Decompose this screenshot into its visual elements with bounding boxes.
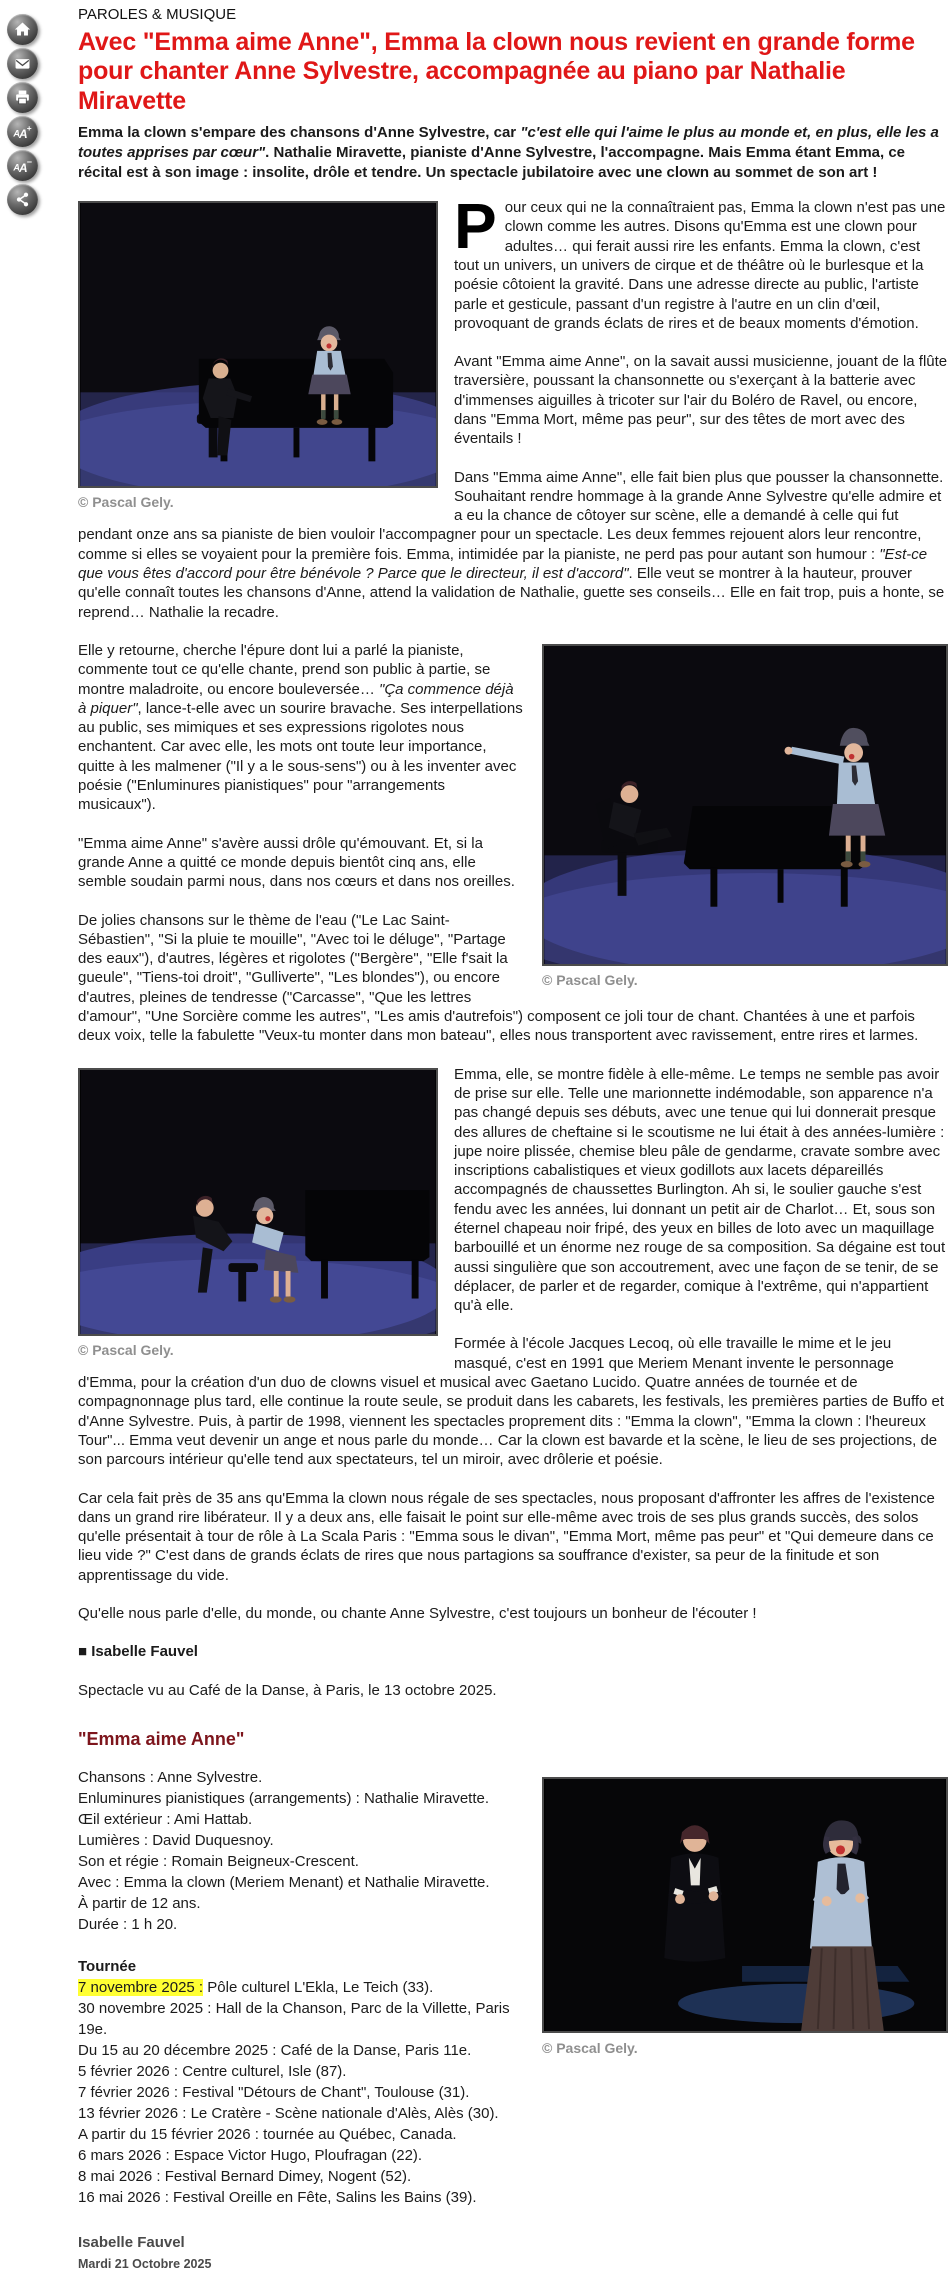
svg-text:A: A [13, 162, 20, 173]
standfirst-quote: "c'est elle qui l'aime le plus au monde et, en plus, elle les a toutes apprises par cœur" [78, 123, 939, 161]
toolbar [7, 14, 43, 218]
drop-cap: P [454, 190, 497, 263]
show-seen-note: Spectacle vu au Café de la Danse, à Paris, le 13 octobre 2025. [78, 1681, 497, 1699]
highlighted-tour-date: 7 novembre 2025 : [78, 1978, 204, 1996]
share-button[interactable] [7, 184, 38, 215]
paragraph-text: Avant "Emma aime Anne", on la savait aussi musicienne, jouant de la flûte traversière, poussant la chansonnette ou s'exerçant à la batterie avec d'immenses aiguilles à tricoter sur l'air du Boléro de Ravel, ou encore, dans "Emma Mort, même pas peur", sur des têtes de mort avec des éventails ! [454, 353, 948, 448]
credit-line: Œil extérieur : Ami Hattab. [78, 1810, 253, 1828]
font-decrease-icon [12, 155, 33, 176]
article-body [78, 190, 948, 1719]
tour-date-line: 13 février 2026 : Le Cratère - Scène nationale d'Alès, Alès (30). [78, 2104, 499, 2122]
quote-italic: "Est-ce que vous êtes d'accord pour être bénévole ? Parce que le directeur, il est d'accord" [78, 545, 928, 583]
article-paragraph [78, 1489, 948, 1585]
font-decrease-button[interactable] [7, 150, 38, 181]
article-paragraph [78, 1604, 948, 1623]
font-increase-icon [12, 121, 33, 142]
paragraph-text: Dans "Emma aime Anne", elle fait bien plus que pousser la chansonnette. Souhaitant rendre hommage à la grande Anne Sylvestre qu'elle admire et a eu la chance de côtoyer sur scène, elle a demandé à celle qui fut pendant onze ans sa pianiste de bien vouloir l'accompagner pour un spectacle. Les deux femmes rejouent alors leur rencontre, comme si elles se voyaient pour la première fois. Emma, intimidée par la pianiste, ne perd pas pour autant son humour : [78, 468, 944, 563]
email-button[interactable] [7, 48, 38, 79]
tour-date-line: A partir du 15 février 2026 : tournée au Québec, Canada. [78, 2125, 457, 2143]
tour-date-line: 6 mars 2026 : Espace Victor Hugo, Ploufragan (22). [78, 2146, 423, 2164]
tour-date-line: 5 février 2026 : Centre culturel, Isle (87). [78, 2062, 347, 2080]
svg-text:A: A [19, 160, 28, 175]
svg-text:+: + [26, 122, 32, 133]
tour-date-line: 8 mai 2026 : Festival Bernard Dimey, Nogent (52). [78, 2167, 412, 2185]
credit-line: Lumières : David Duquesnoy. [78, 1831, 274, 1849]
svg-text:−: − [26, 156, 33, 167]
tour-date-line: 16 mai 2026 : Festival Oreille en Fête, Salins les Bains (39). [78, 2188, 477, 2206]
svg-text:A: A [13, 128, 20, 139]
author-signature [78, 1642, 948, 1661]
paragraph-text: Elle y retourne, cherche l'épure dont lui a parlé la pianiste, commente tout ce qu'elle chante, prend son public à partie, se montre maladroite, ou encore bouleversée… [78, 641, 491, 698]
photo-caption: © Pascal Gely. [78, 1341, 174, 1358]
article-footer [78, 2232, 948, 2275]
signature-name: Isabelle Fauvel [87, 1643, 198, 1661]
credit-line: Chansons : Anne Sylvestre. [78, 1768, 263, 1786]
photo-caption: © Pascal Gely. [78, 494, 174, 511]
stage-photo-4 [542, 1777, 948, 2033]
footer-author: Isabelle Fauvel [78, 2233, 185, 2251]
stage-photo-1 [78, 201, 438, 488]
paragraph-text: Car cela fait près de 35 ans qu'Emma la clown nous régale de ses spectacles, nous proposant d'affronter les affres de l'existence dans un grand rire libérateur. Il y a deux ans, elle faisait le point sur elle-même avec trois de ses plus grands succès, des solos qu'elle présentait à tour de rôle à La Scala Paris : "Emma sous le divan", "Emma Mort, même pas peur" et "Qui demeure dans ce lieu vide ?" C'est dans de grands éclats de rires que nous partagions sa souffrance d'exister, sa peur de la finitude et son apprentissage du vide. [78, 1489, 935, 1584]
quote-italic: "Ça commence déjà à piquer" [78, 680, 514, 717]
paragraph-text: "Emma aime Anne" s'avère aussi drôle qu'émouvant. Et, si la grande Anne a quitté ce monde depuis bientôt cinq ans, elle semble soudain parmi nous, dans nos cœurs et dans nos oreilles. [78, 834, 515, 891]
photo-caption: © Pascal Gely. [542, 2039, 638, 2056]
stage-photo-2-figure [542, 644, 948, 990]
tour-heading: Tournée [78, 1957, 137, 1975]
paragraph-text: Formée à l'école Jacques Lecoq, où elle travaille le mime et le jeu masqué, c'est en 1991 que Meriem Menant invente le personnage d'Emma, pour la création d'un duo de clowns visuel et musical avec Gaetano Lucido. Quatre années de tournée et de compagnonnage plus tard, elle continue la route seule, se produit dans les cabarets, les festivals, les premières parties de Buffo et d'Anne Sylvestre. Puis, à partir de 1998, viennent les spectacles proprement dits : "Emma la clown", "Emma la clown : l'heureux Tour"... Emma veut devenir un ange et nous parle du monde… Car la clown est bavarde et la scène, le lieu de ses projections, de son parcours intérieur qu'elle tend aux spectateurs, tel un miroir, avec drôlerie et poésie. [78, 1335, 945, 1469]
share-icon [13, 190, 32, 209]
tour-date-text: Pôle culturel L'Ekla, Le Teich (33). [203, 1978, 434, 1996]
tour-date-line: 7 février 2026 : Festival "Détours de Chant", Toulouse (31). [78, 2083, 470, 2101]
paragraph-text: De jolies chansons sur le thème de l'eau ("Le Lac Saint-Sébastien", "Si la pluie te mouille", "Avec toi le déluge", "Partage des eaux"), d'autres, légères et rigolotes ("Bergère", "Elle f'sait la gueule", "Tiens-toi droit", "Gulliverte", "Les blondes"), ou encore d'autres, pleines de tendresse ("Carcasse", "Que les lettres d'amour", "Une Sorcière comme les autres", "Les amis d'autrefois") composent ce joli tour de chant. Chantées à une et parfois deux voix, telle la fabulette "Veux-tu monter dans mon bateau", elles nous transportent avec ravissement, entre rires et larmes. [78, 911, 919, 1045]
photo-caption: © Pascal Gely. [542, 971, 638, 988]
email-icon [13, 54, 32, 73]
paragraph-text: . Elle veut se montrer à la hauteur, prouver qu'elle connaît toutes les chansons d'Anne, attend la validation de Nathalie, guette ses conseils… Elle en fait trop, puis a honte, se reprend… Nathalie la recadre. [78, 565, 945, 621]
tour-date-line: 30 novembre 2025 : Hall de la Chanson, Parc de la Villette, Paris 19e. [78, 1999, 510, 2038]
font-increase-button[interactable] [7, 116, 38, 147]
page-title: Avec "Emma aime Anne", Emma la clown nous revient en grande forme pour chanter Anne Sylvestre, accompagnée au piano par Nathalie Miravette [78, 28, 915, 115]
footer-date: Mardi 21 Octobre 2025 [78, 2256, 212, 2271]
credit-line: Son et régie : Romain Beigneux-Crescent. [78, 1852, 359, 1870]
stage-photo-1-figure [78, 201, 438, 512]
stage-photo-4-figure [542, 1777, 948, 2059]
paragraph-text: , lance-t-elle avec un sourire bravache. Ses interpellations au public, ses mimiques et ses expressions rigolotes nous enchantent. Car avec elle, les mots ont toute leur importance, quitte à les malmener ("Il y a le sous-sens") ou à les inventer avec poésie ("Enluminures pianistiques" pour "arrangements musicaux"). [78, 699, 523, 814]
stage-photo-2 [542, 644, 948, 966]
svg-text:A: A [19, 126, 28, 141]
standfirst-text: . Nathalie Miravette, pianiste d'Anne Sylvestre, l'accompagne. Mais Emma étant Emma, ce récital est à son image : insolite, drôle et tendre. Un spectacle jubilatoire avec une clown au sommet de son art ! [78, 143, 906, 181]
credit-line: Avec : Emma la clown (Meriem Menant) et Nathalie Miravette. [78, 1873, 490, 1891]
home-button[interactable] [7, 14, 38, 45]
standfirst-text: Emma la clown s'empare des chansons d'Anne Sylvestre, car [78, 123, 521, 141]
paragraph-text: our ceux qui ne la connaîtraient pas, Emma la clown n'est pas une clown comme les autres. Disons qu'Emma est une clown pour adultes… qui ferait aussi rire les enfants. Emma la clown, c'est tout un univers, un univers de cirque et de théâtre où le burlesque et la poésie côtoient la gravité. Dans une adresse directe au public, l'artiste parle et gesticule, passant d'un registre à l'autre en un clin d'œil, provoquant de grands éclats de rires et de beaux moments d'émotion. [454, 199, 946, 332]
show-title-heading: "Emma aime Anne" [78, 1728, 245, 1749]
stage-photo-3 [78, 1068, 438, 1336]
show-info-section [78, 1729, 948, 2275]
credit-line: Durée : 1 h 20. [78, 1915, 178, 1933]
stage-photo-3-figure [78, 1068, 438, 1360]
print-icon [13, 88, 32, 107]
signature-bullet-icon: ■ [78, 1643, 88, 1661]
credit-line: Enluminures pianistiques (arrangements) : Nathalie Miravette. [78, 1789, 490, 1807]
credit-line: À partir de 12 ans. [78, 1894, 201, 1912]
print-button[interactable] [7, 82, 38, 113]
paragraph-text: Emma, elle, se montre fidèle à elle-même. Le temps ne semble pas avoir de prise sur elle. Telle une marionnette indémodable, son apparence n'a pas changé depuis ses débuts, avec une tenue qui lui donnerait presque des allures de cheftaine si le scoutisme ne lui était à des années-lumière : jupe noire plissée, chemise bleu pâle de gendarme, cravate sombre avec inscriptions cabalistiques et vieux godillots aux lacets dépareillés accompagnés de chaussettes Burlington. Ah si, le soulier gauche s'est fendu avec les années, lui donnant un petit air de Charlot… Et, sous son éternel chapeau noir fripé, des yeux en billes de loto avec un maquillage barbouillé et un énorme nez rouge de sa composition. Sa dégaine est tout aussi singulière que son accoutrement, avec une façon de se tenir, de se déplacer, de parler et de regarder, comique à l'extrême, qui n'appartient qu'à elle. [454, 1065, 946, 1315]
paragraph-text: Qu'elle nous parle d'elle, du monde, ou chante Anne Sylvestre, c'est toujours un bonheur de l'écouter ! [78, 1605, 757, 1623]
home-icon [13, 20, 32, 39]
tour-date-line: Du 15 au 20 décembre 2025 : Café de la Danse, Paris 11e. [78, 2041, 472, 2059]
article-page [78, 6, 948, 2283]
section-kicker: PAROLES & MUSIQUE [78, 6, 237, 23]
article-standfirst [78, 123, 948, 183]
